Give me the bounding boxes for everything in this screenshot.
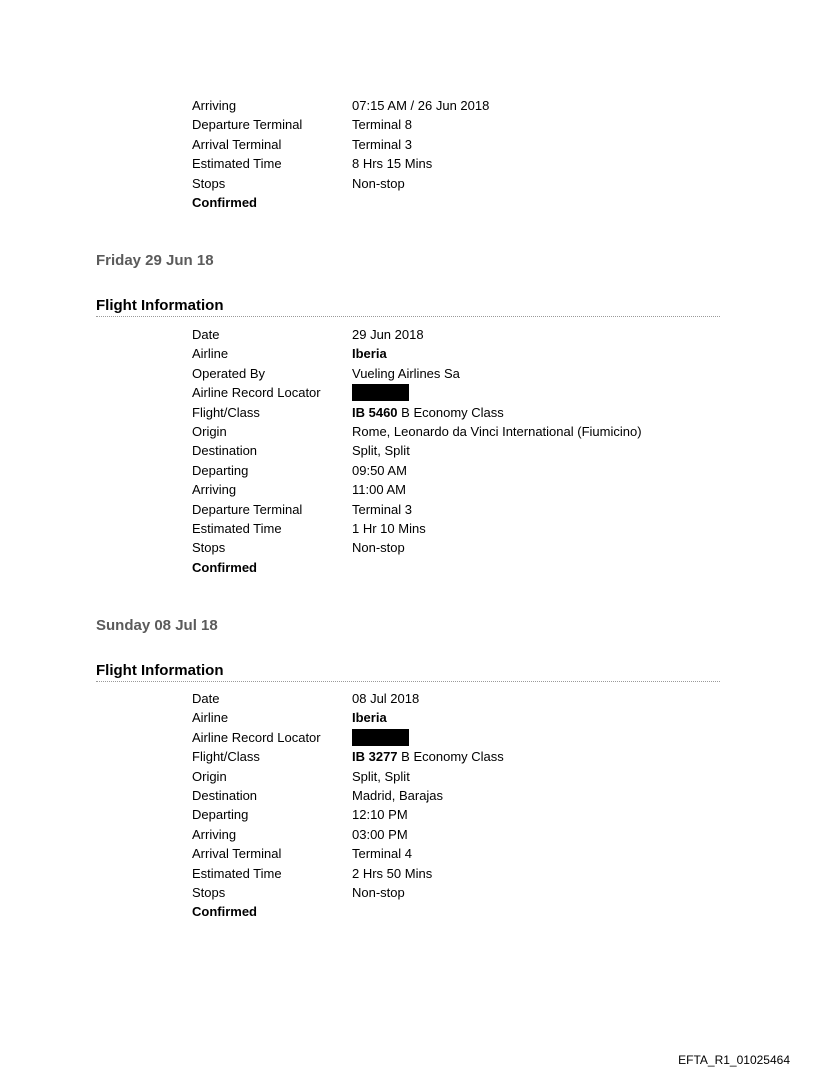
detail-value: 08 Jul 2018	[352, 691, 420, 706]
detail-value: 8 Hrs 15 Mins	[352, 156, 433, 172]
detail-label: Departure Terminal	[192, 501, 303, 517]
detail-row-date	[192, 325, 692, 344]
flight-details-table-3	[192, 689, 692, 922]
detail-row-airline	[192, 708, 692, 727]
detail-value: Vueling Airlines Sa	[352, 365, 460, 381]
detail-label: Estimated Time	[192, 520, 282, 536]
detail-value: 1 Hr 10 Mins	[352, 520, 426, 536]
flight-number: IB 3277	[352, 749, 398, 765]
detail-row-flight-class	[192, 747, 692, 766]
detail-row-departing	[192, 461, 692, 480]
detail-label: Airline	[192, 346, 229, 362]
day-heading-friday: Friday 29 Jun 18	[96, 252, 214, 269]
detail-row-estimated-time	[192, 154, 692, 173]
detail-value: Non-stop	[352, 175, 405, 191]
detail-value: 29 Jun 2018	[352, 327, 424, 342]
detail-row-stops	[192, 174, 692, 193]
booking-status: Confirmed	[192, 194, 257, 210]
detail-value: Iberia	[352, 346, 387, 362]
detail-label: Arriving	[192, 98, 237, 113]
section-title-flight-information: Flight Information	[96, 297, 224, 314]
detail-value: 11:00 AM	[352, 482, 406, 498]
detail-row-departing	[192, 805, 692, 824]
detail-value	[352, 747, 504, 766]
detail-value: Rome, Leonardo da Vinci International (Fiumicino)	[352, 423, 642, 439]
detail-label: Arriving	[192, 826, 237, 842]
detail-row-stops	[192, 538, 692, 557]
day-heading-sunday: Sunday 08 Jul 18	[96, 617, 218, 634]
detail-row-estimated-time	[192, 864, 692, 883]
detail-value: 09:50 AM	[352, 462, 407, 478]
detail-value: Iberia	[352, 710, 387, 726]
detail-value: Madrid, Barajas	[352, 787, 444, 803]
detail-row-arriving	[192, 96, 692, 115]
detail-label: Flight/Class	[192, 404, 260, 420]
flight-details-table-1	[192, 96, 692, 212]
booking-status: Confirmed	[192, 559, 257, 575]
detail-value: Non-stop	[352, 540, 405, 556]
detail-row-record-locator	[192, 728, 692, 747]
travel-class: B Economy Class	[401, 404, 504, 420]
detail-row-flight-class	[192, 403, 692, 422]
detail-label: Destination	[192, 443, 258, 459]
detail-label: Airline Record Locator	[192, 385, 321, 401]
detail-row-estimated-time	[192, 519, 692, 538]
detail-label: Stops	[192, 540, 226, 556]
detail-value: Terminal 4	[352, 846, 412, 862]
detail-row-airline	[192, 344, 692, 363]
detail-value: Split, Split	[352, 443, 410, 459]
booking-status-row	[192, 558, 692, 577]
detail-label: Departing	[192, 462, 249, 478]
booking-status-row	[192, 902, 692, 921]
detail-row-arrival-terminal	[192, 135, 692, 154]
travel-class: B Economy Class	[401, 749, 504, 765]
detail-row-origin	[192, 422, 692, 441]
detail-value: Split, Split	[352, 768, 410, 784]
detail-value	[352, 383, 409, 402]
flight-number: IB 5460	[352, 404, 398, 420]
document-id: EFTA_R1_01025464	[678, 1053, 790, 1067]
detail-label: Origin	[192, 423, 227, 439]
detail-value: Terminal 3	[352, 501, 412, 517]
detail-label: Arriving	[192, 482, 237, 498]
detail-value: 03:00 PM	[352, 826, 408, 842]
detail-label: Departure Terminal	[192, 117, 303, 133]
detail-label: Date	[192, 691, 220, 706]
detail-row-stops	[192, 883, 692, 902]
redaction-box	[352, 384, 409, 401]
detail-value: Terminal 8	[352, 117, 412, 133]
detail-row-departure-terminal	[192, 115, 692, 134]
detail-label: Flight/Class	[192, 749, 260, 765]
detail-label: Date	[192, 327, 220, 342]
redaction-box	[352, 729, 409, 746]
section-divider	[96, 681, 720, 682]
detail-label: Estimated Time	[192, 865, 282, 881]
detail-label: Destination	[192, 787, 258, 803]
detail-row-arriving	[192, 825, 692, 844]
detail-value	[352, 728, 409, 747]
detail-row-operated-by	[192, 364, 692, 383]
detail-label: Departing	[192, 807, 249, 823]
detail-label: Stops	[192, 884, 226, 900]
detail-value: 2 Hrs 50 Mins	[352, 865, 433, 881]
flight-details-table-2	[192, 325, 692, 577]
booking-status-row	[192, 193, 692, 212]
detail-value: 07:15 AM / 26 Jun 2018	[352, 98, 490, 113]
detail-row-arriving	[192, 480, 692, 499]
detail-label: Airline Record Locator	[192, 729, 321, 745]
section-divider	[96, 316, 720, 317]
detail-label: Arrival Terminal	[192, 136, 282, 152]
detail-label: Stops	[192, 175, 226, 191]
detail-label: Estimated Time	[192, 156, 282, 172]
detail-row-origin	[192, 767, 692, 786]
booking-status: Confirmed	[192, 904, 257, 920]
detail-label: Arrival Terminal	[192, 846, 282, 862]
detail-value	[352, 403, 504, 422]
detail-row-date	[192, 689, 692, 708]
section-title-flight-information: Flight Information	[96, 662, 224, 679]
detail-row-destination	[192, 786, 692, 805]
detail-label: Origin	[192, 768, 227, 784]
detail-label: Operated By	[192, 365, 265, 381]
detail-row-arrival-terminal	[192, 844, 692, 863]
detail-row-record-locator	[192, 383, 692, 402]
detail-row-departure-terminal	[192, 500, 692, 519]
detail-value: Non-stop	[352, 884, 405, 900]
detail-label: Airline	[192, 710, 229, 726]
detail-value: 12:10 PM	[352, 807, 408, 823]
detail-value: Terminal 3	[352, 136, 412, 152]
detail-row-destination	[192, 441, 692, 460]
